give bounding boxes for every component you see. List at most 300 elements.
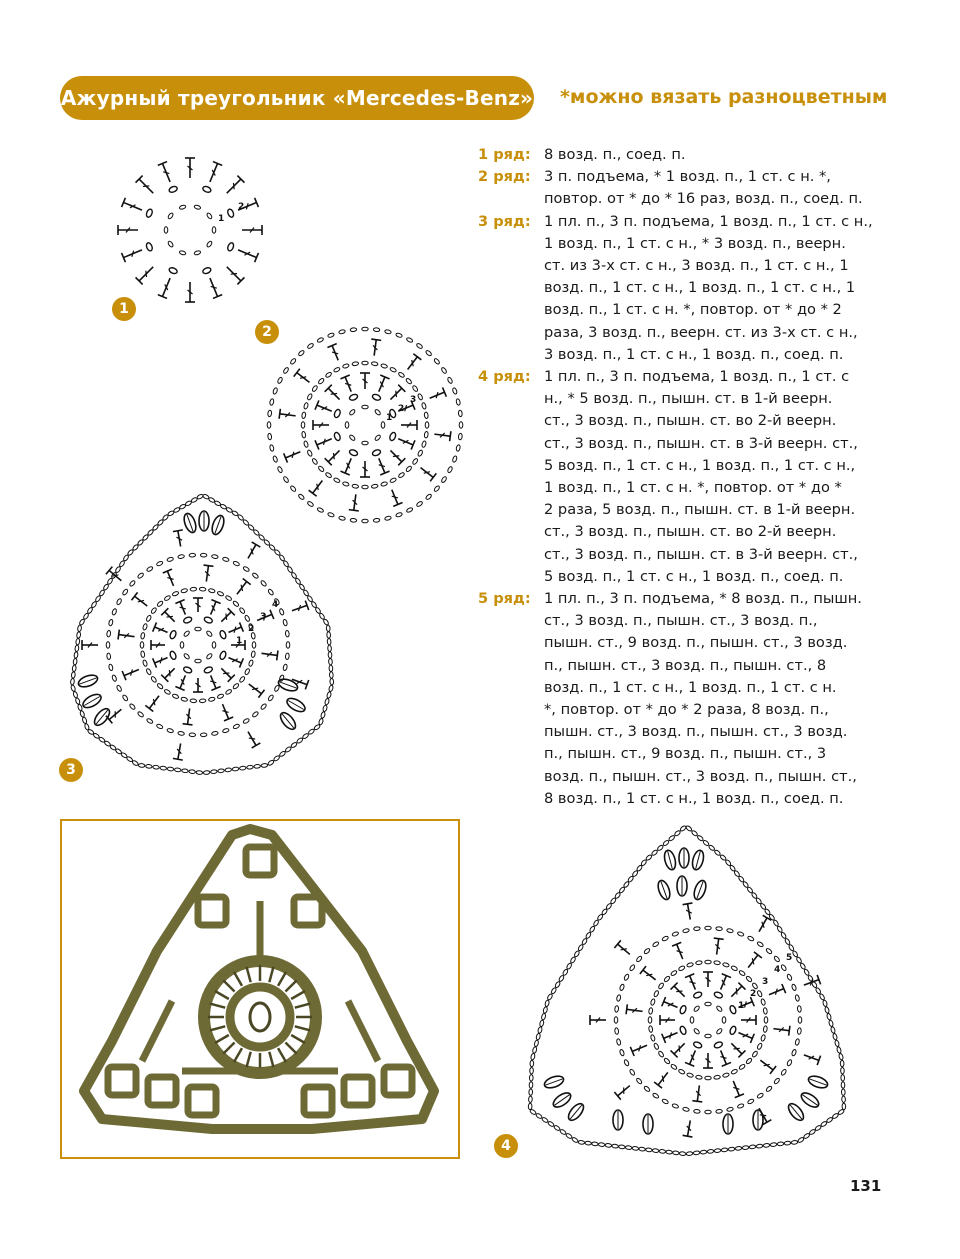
chain-stitch (795, 994, 800, 1001)
chain-stitch (252, 642, 256, 648)
chain-stitch (714, 960, 721, 965)
diagram-number-badge: 2 (255, 320, 279, 344)
chain-stitch (225, 768, 232, 772)
stitch-top-bar (683, 903, 693, 905)
openwork-block (108, 1067, 136, 1095)
chain-space-ring (145, 185, 234, 274)
stitch-cross (396, 391, 397, 397)
stitch-top-bar (258, 690, 264, 698)
chain-stitch (838, 1053, 843, 1060)
stitch-cross (775, 989, 777, 995)
stitch-cross (138, 600, 144, 602)
stitch-texture (291, 991, 305, 999)
chain-stitch (268, 433, 272, 440)
row-line: 8 возд. п., 1 ст. с н., 1 возд. п., соед. п. (544, 789, 844, 807)
chain-stitch (362, 361, 368, 365)
chain-stitch (150, 676, 157, 683)
chain-stitch (773, 919, 779, 926)
stitch-cross (345, 383, 351, 385)
stitch-cross (662, 1076, 664, 1082)
chain-space (372, 393, 382, 401)
chain-stitch (807, 975, 813, 982)
chain-stitch (662, 840, 669, 847)
chain-stitch (589, 926, 595, 933)
chain-space (333, 432, 341, 442)
chain-stitch (530, 1060, 534, 1067)
chain-stitch (841, 1067, 845, 1074)
chain-stitch (714, 1148, 721, 1152)
stitch-cross (180, 607, 186, 609)
row-line: *, повтор. от * до * 2 раза, 8 возд. п., (544, 701, 829, 719)
chain-stitch (160, 766, 167, 770)
stitch-cross (670, 1032, 672, 1038)
stitch-cross (436, 392, 438, 398)
row-line: 5 возд. п., 1 ст. с н., 1 возд. п., 1 ст. с н., (544, 456, 856, 474)
chain-stitch (424, 431, 429, 438)
chain-stitch (267, 588, 274, 595)
row-line: возд. п., 1 ст. с н., 1 возд. п., 1 ст. с н. (544, 678, 837, 696)
chain-stitch (77, 704, 83, 711)
stitch-texture (215, 991, 229, 999)
chain-stitch (290, 742, 297, 749)
chain-space (333, 409, 341, 419)
chain-stitch (174, 768, 181, 772)
stitch-cross (167, 616, 173, 617)
stitch-texture (269, 967, 273, 982)
chain-stitch (269, 444, 274, 451)
chain-stitch (253, 529, 260, 536)
row-line: раза, 3 возд. п., веерн. ст. из 3-х ст. с н., (544, 323, 858, 341)
chain-stitch (374, 409, 381, 416)
chain-stitch (543, 1006, 548, 1013)
chain-stitch (657, 844, 664, 851)
chain-stitch (826, 1013, 831, 1020)
section-title: Ажурный треугольник «Mercedes-Benz» (60, 86, 534, 110)
chain-stitch (406, 337, 413, 343)
chain-stitch (362, 519, 368, 523)
chain-stitch (129, 703, 136, 710)
chain-stitch (452, 387, 458, 394)
chain-space (372, 449, 382, 457)
chain-space (183, 616, 193, 624)
chain-stitch (716, 926, 723, 930)
chain-stitch (122, 694, 129, 701)
puff-stitch-center (570, 1105, 582, 1119)
chain-stitch (456, 398, 461, 405)
chain-stitch (285, 630, 289, 637)
chain-stitch (765, 1085, 772, 1092)
chain-stitch (267, 759, 274, 766)
chain-stitch (327, 632, 331, 639)
stitch-top-bar (173, 530, 183, 532)
row-line: п., пышн. ст., 9 возд. п., пышн. ст., 3 (544, 745, 827, 763)
chain-stitch (670, 970, 677, 977)
stitch-cross (392, 496, 398, 498)
chain-stitch (757, 990, 763, 997)
stitch-cross (233, 183, 234, 189)
chain-stitch (842, 1096, 846, 1103)
chain-stitch (146, 668, 152, 675)
row-line: н., * 5 возд. п., пышн. ст. в 1-й веерн. (544, 390, 833, 408)
chain-stitch (529, 1096, 533, 1103)
chain-stitch (206, 653, 213, 660)
chain-stitch (328, 652, 332, 659)
stitch-texture (215, 1035, 229, 1043)
row-number-label: 4 (774, 965, 781, 975)
chain-stitch (452, 455, 458, 462)
chain-stitch (612, 1144, 619, 1148)
chain-stitch (137, 711, 144, 718)
chain-stitch (412, 385, 419, 392)
stitch-cross (332, 352, 338, 354)
chain-stitch (286, 642, 290, 648)
chain-stitch (773, 1077, 780, 1084)
chain-stitch (181, 588, 188, 593)
chain-stitch (705, 1002, 711, 1006)
row-label: 1 ряд: (478, 146, 531, 163)
stitch-cross (132, 251, 134, 257)
row-line: пышн. ст., 9 возд. п., пышн. ст., 3 возд. (544, 634, 848, 652)
chain-stitch (395, 332, 402, 338)
chain-stitch (757, 1043, 763, 1050)
row-number-label: 4 (272, 600, 279, 610)
chain-stitch (106, 642, 110, 648)
chain-stitch (658, 982, 665, 989)
chain-stitch (529, 1075, 533, 1082)
chain-stitch (225, 689, 232, 696)
chain-stitch (156, 723, 163, 729)
chain-stitch (318, 718, 323, 725)
chain-stitch (780, 932, 786, 939)
stitch-cross (334, 453, 335, 459)
chain-stitch (222, 728, 229, 733)
chain-stitch (308, 728, 315, 735)
chain-stitch (318, 465, 325, 472)
chain-stitch (167, 557, 174, 562)
chain-stitch (260, 703, 267, 710)
chain-stitch (167, 240, 174, 247)
chain-stitch (269, 544, 276, 551)
chain-stitch (456, 444, 461, 451)
chain-stitch (371, 484, 378, 489)
stitch-cross (412, 360, 414, 366)
chain-stitch (217, 591, 224, 597)
chain-stitch (199, 587, 206, 591)
chain-stitch (362, 327, 368, 331)
chain-stitch (625, 1145, 632, 1149)
stitch-cross (752, 958, 754, 964)
chain-stitch (682, 1107, 689, 1112)
chain-stitch (598, 1142, 605, 1146)
chain-space (203, 666, 213, 674)
chain-stitch (686, 1072, 693, 1077)
chain-stitch (325, 372, 332, 379)
chain-stitch (682, 928, 689, 933)
chain-stitch (416, 501, 423, 508)
row-text (544, 211, 878, 366)
row-text (544, 588, 878, 810)
chain-stitch (705, 1076, 711, 1080)
chain-stitch (277, 466, 283, 473)
stitch-texture (223, 980, 234, 991)
stitch-top-bar (754, 952, 762, 958)
chain-stitch (791, 984, 797, 991)
chain-stitch (532, 1046, 537, 1053)
chain-stitch (196, 770, 203, 774)
chain-stitch (183, 653, 190, 660)
row-4 (478, 366, 878, 588)
chain-stitch (283, 367, 290, 374)
chain-stitch (695, 1075, 702, 1080)
chain-space (679, 1025, 687, 1035)
stitch-top-bar (413, 354, 421, 360)
chain-stitch (107, 630, 111, 637)
chain-stitch (145, 764, 152, 768)
stitch-top-bar (279, 409, 280, 419)
stitch-cross (223, 673, 229, 674)
chain-stitch (179, 250, 186, 255)
chain-stitch (140, 651, 145, 658)
chain-stitch (329, 672, 333, 679)
chain-stitch (653, 1043, 659, 1050)
chain-stitch (327, 332, 334, 338)
row-line: ст., 3 возд. п., пышн. ст., 3 возд. п., (544, 612, 818, 630)
row-line: 5 возд. п., 1 ст. с н., 1 возд. п., соед. п. (544, 567, 844, 585)
chain-stitch (447, 377, 453, 384)
chain-stitch (405, 378, 412, 385)
chain-stitch (738, 970, 745, 977)
chain-space (729, 1005, 737, 1015)
chain-space (168, 185, 178, 193)
stitch-cross (241, 585, 243, 591)
chain-space (693, 991, 703, 999)
stitch-cross (231, 273, 237, 274)
stitch-cross (222, 711, 228, 713)
photo-frame (60, 819, 460, 1159)
chain-stitch (132, 760, 139, 767)
chain-stitch (693, 1151, 700, 1155)
chain-stitch (737, 1103, 744, 1109)
chain-stitch (639, 1147, 646, 1151)
chain-stitch (726, 928, 733, 933)
chain-stitch (164, 595, 171, 602)
chain-stitch (756, 1144, 763, 1148)
row-text (544, 144, 878, 166)
stitch-cross (621, 949, 627, 950)
chain-stitch (232, 767, 239, 771)
chain-stitch (178, 554, 185, 559)
chain-stitch (74, 652, 78, 659)
chain-stitch (629, 1069, 636, 1076)
chain-space (219, 650, 227, 660)
chain-stitch (786, 1059, 792, 1066)
chain-stitch (558, 975, 564, 982)
chain-stitch (536, 1033, 541, 1040)
row-3 (478, 211, 878, 366)
double-crochet-ring (660, 972, 756, 1068)
stitch-top-bar (118, 630, 119, 640)
chain-stitch (307, 449, 313, 456)
chain-ring (164, 204, 216, 255)
chain-stitch (211, 554, 218, 559)
chain-stitch (142, 660, 147, 667)
puff-stitch-center (696, 851, 701, 868)
chain-stitch (202, 494, 209, 500)
chain-stitch (252, 711, 259, 718)
chain-stitch (566, 962, 572, 969)
chain-stitch (206, 630, 213, 637)
chain-stitch (433, 358, 440, 365)
chain-stitch (421, 441, 426, 448)
chain-stitch (441, 476, 448, 483)
chain-stitch (614, 1017, 618, 1023)
chain-stitch (547, 993, 553, 1000)
stitch-cross (764, 1064, 770, 1066)
stitch-cross (733, 1048, 739, 1049)
chain-stitch (834, 1040, 839, 1047)
chain-stitch (559, 1129, 566, 1136)
chain-stitch (239, 676, 246, 683)
openwork-block (304, 1087, 332, 1115)
chain-stitch (190, 587, 197, 591)
chain-stitch (190, 699, 197, 703)
chain-stitch (731, 965, 738, 971)
stitch-texture (223, 1042, 234, 1053)
stitch-cross (323, 439, 325, 445)
chain-stitch (632, 1146, 639, 1150)
stitch-cross (689, 982, 695, 984)
chain-stitch (194, 250, 201, 255)
chain-stitch (571, 1137, 578, 1144)
chain-stitch (73, 658, 77, 665)
stitch-cross (211, 286, 217, 288)
stitch-texture (295, 1004, 310, 1008)
chain-stitch (819, 993, 825, 1000)
chain-stitch (225, 595, 232, 602)
chain-stitch (705, 1034, 711, 1038)
stitch-texture (278, 1048, 286, 1062)
chain-stitch (693, 1005, 700, 1012)
chain-space (203, 616, 213, 624)
chain-stitch (731, 1069, 738, 1075)
stitch-texture (269, 1052, 273, 1067)
chain-stitch (690, 1017, 694, 1023)
stitch-top-bar (243, 578, 251, 584)
chain-stitch (614, 1006, 618, 1013)
chain-stitch (591, 1142, 598, 1146)
row-line: 1 пл. п., 3 п. подъема, * 8 возд. п., пышн. (544, 590, 862, 608)
chain-stitch (530, 1053, 535, 1060)
chain-stitch (325, 472, 332, 479)
double-crochet-ring (118, 158, 262, 302)
chain-stitch (263, 539, 270, 546)
chain-stitch (585, 1141, 592, 1145)
chain-stitch (70, 678, 74, 685)
chain-space (713, 991, 723, 999)
subtitle-note: *можно вязать разноцветным (560, 86, 888, 108)
openwork-block (344, 1077, 372, 1105)
stitch-cross (169, 670, 170, 676)
stitch-top-bar (203, 565, 213, 566)
double-crochet-ring (626, 938, 793, 1102)
chain-stitch (362, 441, 368, 445)
chain-stitch (674, 830, 681, 837)
chain-stitch (389, 477, 396, 483)
chain-stitch (554, 981, 560, 988)
chain-stitch (841, 1075, 845, 1082)
row-text (544, 366, 878, 588)
chain-stitch (619, 984, 625, 991)
chain-stitch (212, 642, 216, 648)
chain-stitch (650, 998, 655, 1005)
chain-stitch (459, 422, 463, 428)
diagram-number-badge: 4 (494, 1134, 518, 1158)
chain-stitch (786, 974, 792, 981)
chain-stitch (425, 493, 432, 500)
chain-stitch (547, 1121, 554, 1128)
chain-stitch (107, 653, 111, 660)
chain-stitch (836, 1046, 841, 1053)
puff-stitch-center (803, 1095, 818, 1105)
stitch-top-bar (145, 705, 153, 711)
chain-stitch (283, 664, 288, 671)
chain-stitch (217, 693, 224, 699)
stitch-cross (210, 681, 216, 683)
chain-stitch (745, 975, 752, 982)
chain-stitch (574, 950, 580, 957)
chain-space (227, 208, 235, 218)
chain-stitch (528, 1103, 532, 1110)
stitch-texture (247, 1052, 251, 1067)
chain-stitch (842, 1103, 846, 1110)
chain-stitch (167, 212, 174, 219)
chain-stitch (267, 694, 274, 701)
stitch-cross (226, 614, 227, 620)
chain-stitch (373, 328, 380, 332)
chain-stitch (629, 964, 636, 971)
chain-stitch (705, 1110, 711, 1114)
chain-stitch (716, 1005, 723, 1012)
stitch-cross (733, 1087, 739, 1089)
chain-stitch (307, 343, 314, 350)
row-number-label: 1 (738, 1001, 745, 1011)
chain-stitch (668, 835, 675, 842)
chain-stitch (233, 561, 240, 567)
stitch-cross (234, 627, 236, 633)
center-hole (250, 1003, 270, 1031)
chain-stitch (384, 329, 391, 334)
stitch-top-bar (371, 339, 381, 340)
double-crochet-ring (151, 598, 245, 692)
chain-stitch (381, 422, 385, 428)
row-2 (478, 166, 878, 210)
chain-stitch (763, 1007, 768, 1014)
stitch-top-bar (294, 369, 300, 377)
chain-stitch (663, 975, 670, 982)
chain-stitch (218, 769, 225, 773)
chain-space (693, 1041, 703, 1049)
chain-stitch (653, 990, 659, 997)
chain-stitch (333, 367, 340, 373)
chain-stitch (298, 350, 305, 357)
chain-stitch (189, 553, 196, 557)
chain-path (70, 494, 334, 775)
chain-stitch (773, 955, 780, 962)
chain-stitch (530, 1067, 534, 1074)
chain-stitch (200, 553, 207, 557)
chain-stitch (412, 458, 419, 465)
chain-stitch (570, 956, 576, 963)
